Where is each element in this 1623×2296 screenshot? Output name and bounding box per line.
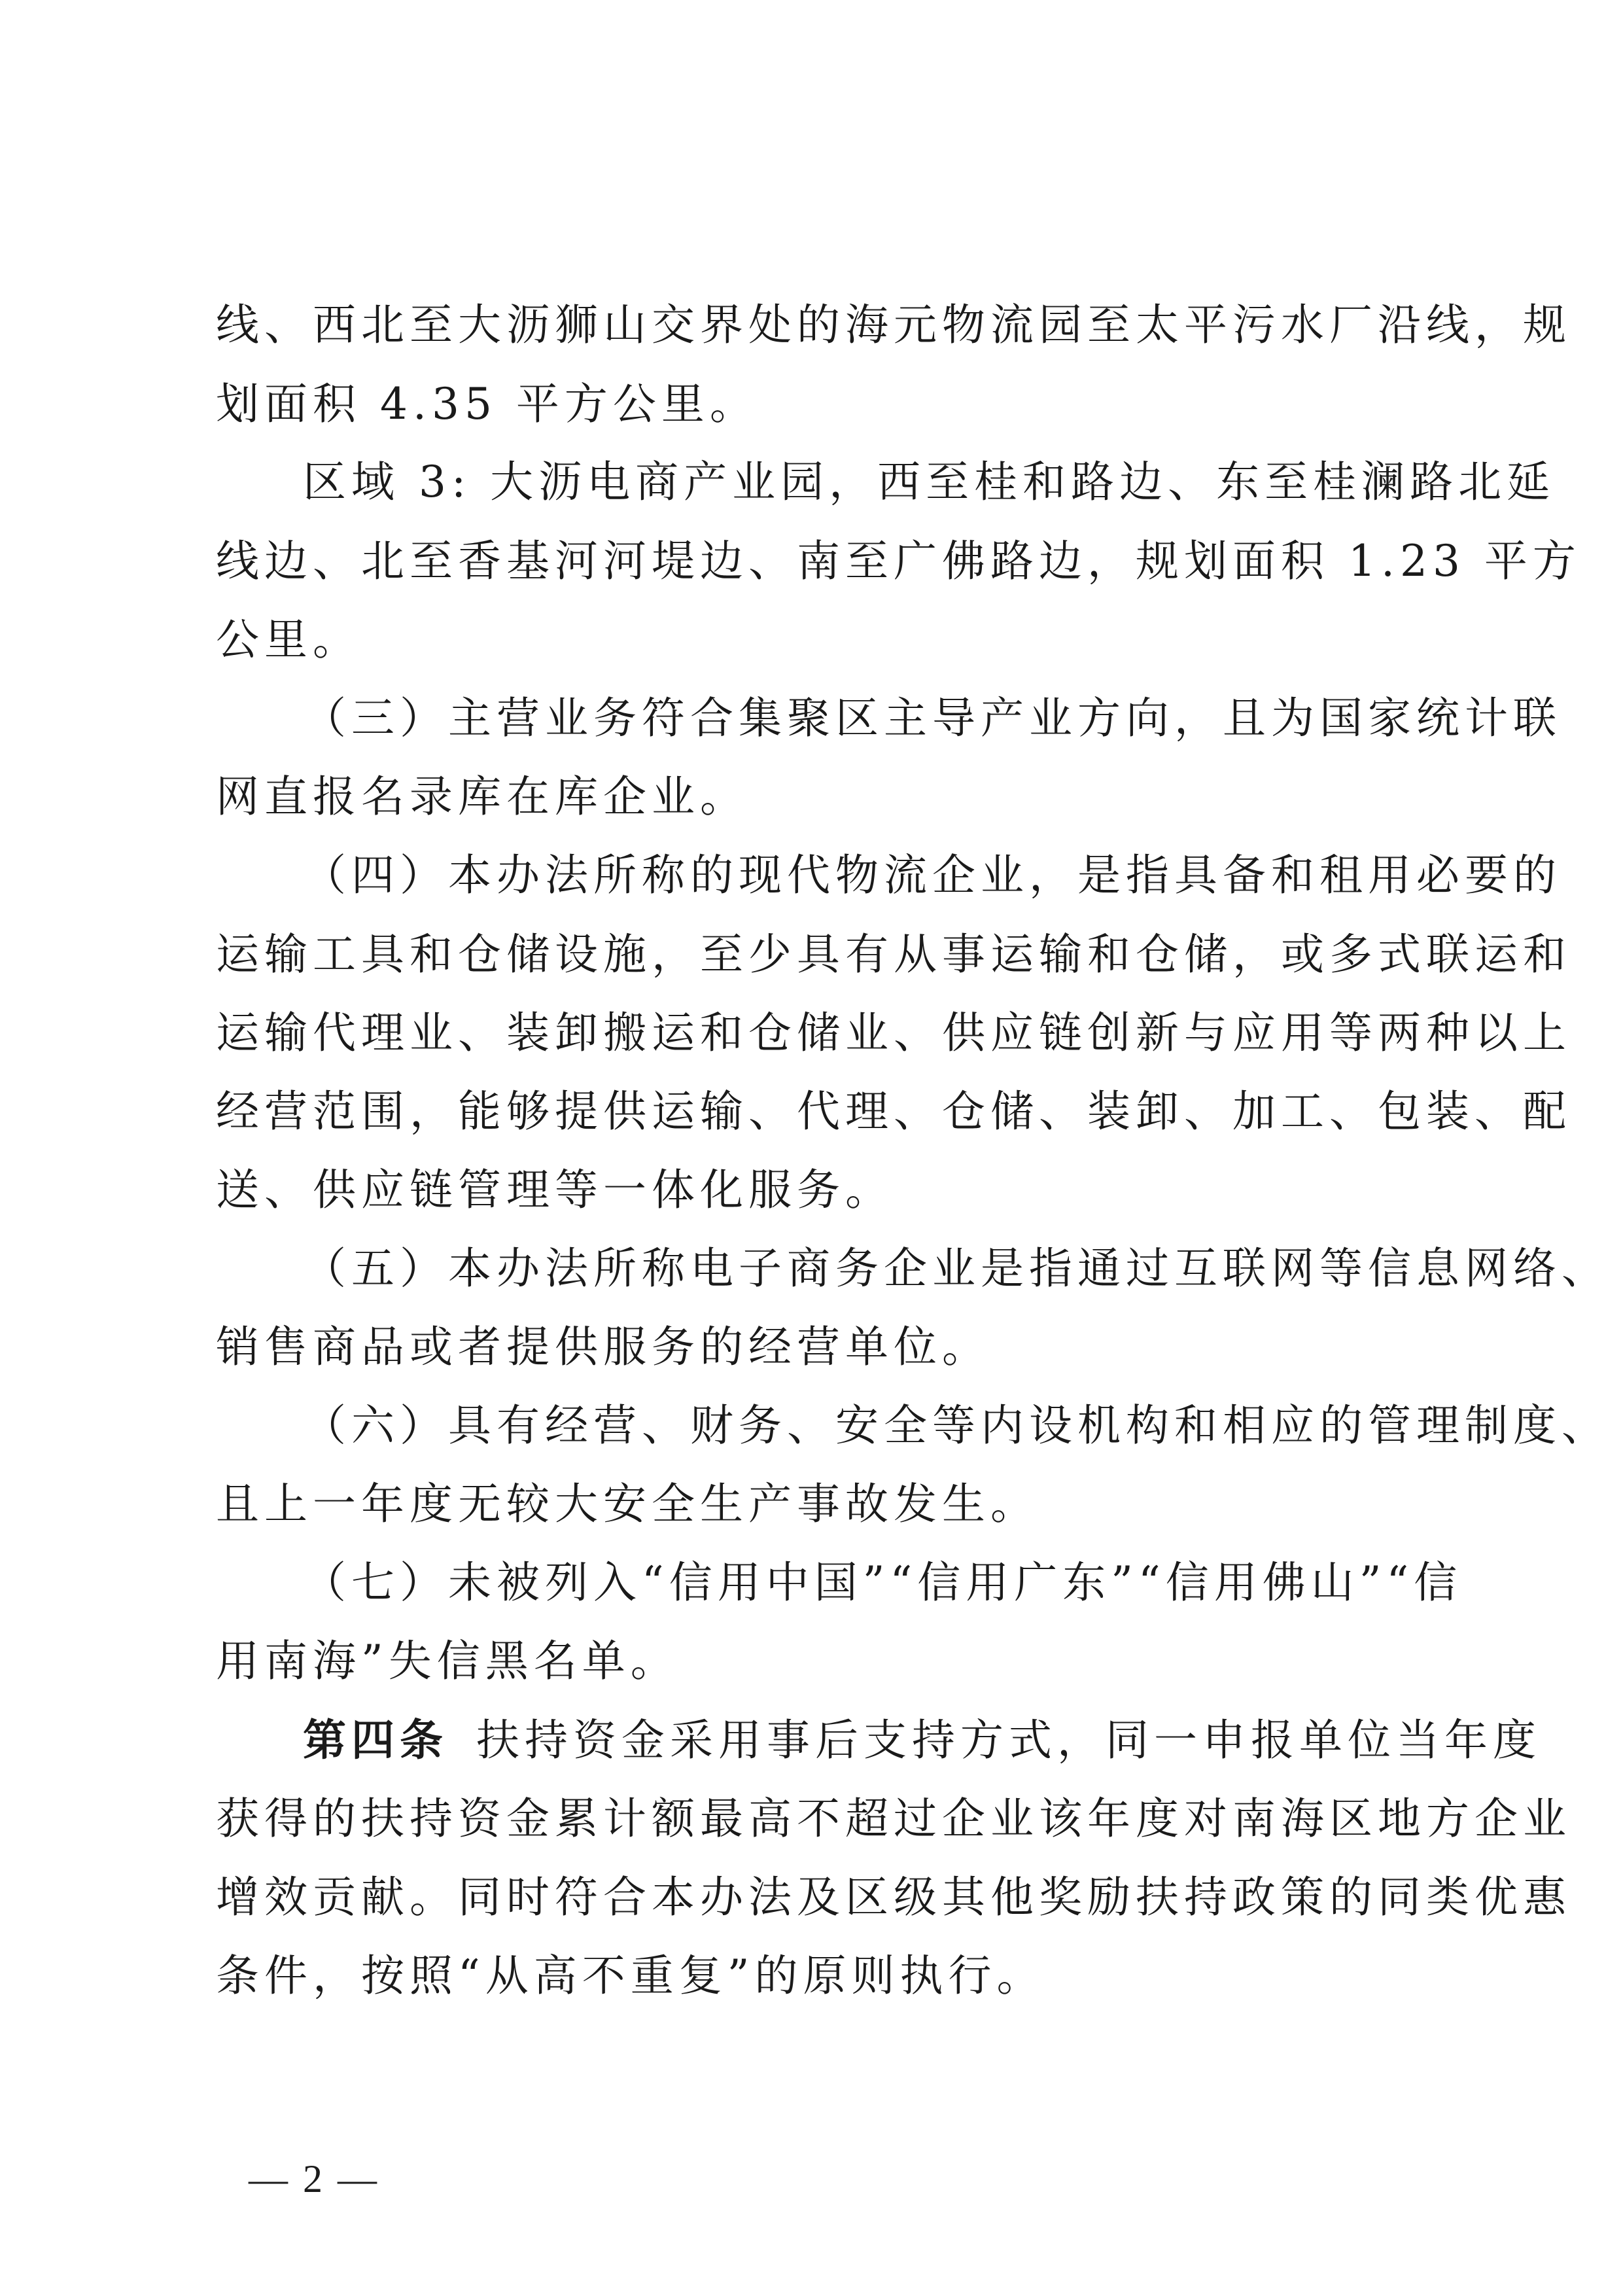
page-number: — 2 — [249,2157,379,2200]
text-line: 运输代理业、装卸搬运和仓储业、供应链创新与应用等两种以上 [216,1008,1571,1058]
paragraph-start-line: （三）主营业务符合集聚区主导产业方向，且为国家统计联 [303,693,1562,743]
paragraph-start-line: （七）未被列入“信用中国”“信用广东”“信用佛山”“信 [303,1557,1463,1608]
text-line: 获得的扶持资金累计额最高不超过企业该年度对南海区地方企业 [216,1793,1571,1844]
text-line: 网直报名录库在库企业。 [216,771,748,822]
paragraph-start-line: （五）本办法所称电子商务企业是指通过互联网等信息网络、 [303,1243,1610,1294]
text-line: 经营范围，能够提供运输、代理、仓储、装卸、加工、包装、配 [216,1086,1571,1137]
text-line: 公里。 [216,614,361,665]
text-line: 运输工具和仓储设施，至少具有从事运输和仓储，或多式联运和 [216,929,1571,980]
paragraph-start-line: 扶持资金采用事后支持方式，同一申报单位当年度 [476,1715,1541,1765]
text-line: 送、供应链管理等一体化服务。 [216,1165,894,1215]
text-line: 销售商品或者提供服务的经营单位。 [216,1322,990,1372]
article-heading: 第四条 [303,1715,448,1765]
text-line: 增效贡献。同时符合本办法及区级其他奖励扶持政策的同类优惠 [216,1872,1571,1922]
text-line: 条件，按照“从高不重复”的原则执行。 [216,1951,1045,2001]
text-line: 划面积 4.35 平方公里。 [216,379,758,429]
paragraph-start-line: （六）具有经营、财务、安全等内设机构和相应的管理制度、 [303,1400,1610,1451]
text-line: 用南海”失信黑名单。 [216,1636,679,1686]
text-line: 线、西北至大沥狮山交界处的海元物流园至太平污水厂沿线，规 [216,300,1571,350]
paragraph-start-line: （四）本办法所称的现代物流企业，是指具备和租用必要的 [303,850,1562,900]
text-line: 线边、北至香基河河堤边、南至广佛路边，规划面积 1.23 平方 [216,536,1581,586]
paragraph-start-line: 区域 3: 大沥电商产业园，西至桂和路边、东至桂澜路北延 [303,457,1556,507]
text-line: 且上一年度无较大安全生产事故发生。 [216,1479,1039,1529]
